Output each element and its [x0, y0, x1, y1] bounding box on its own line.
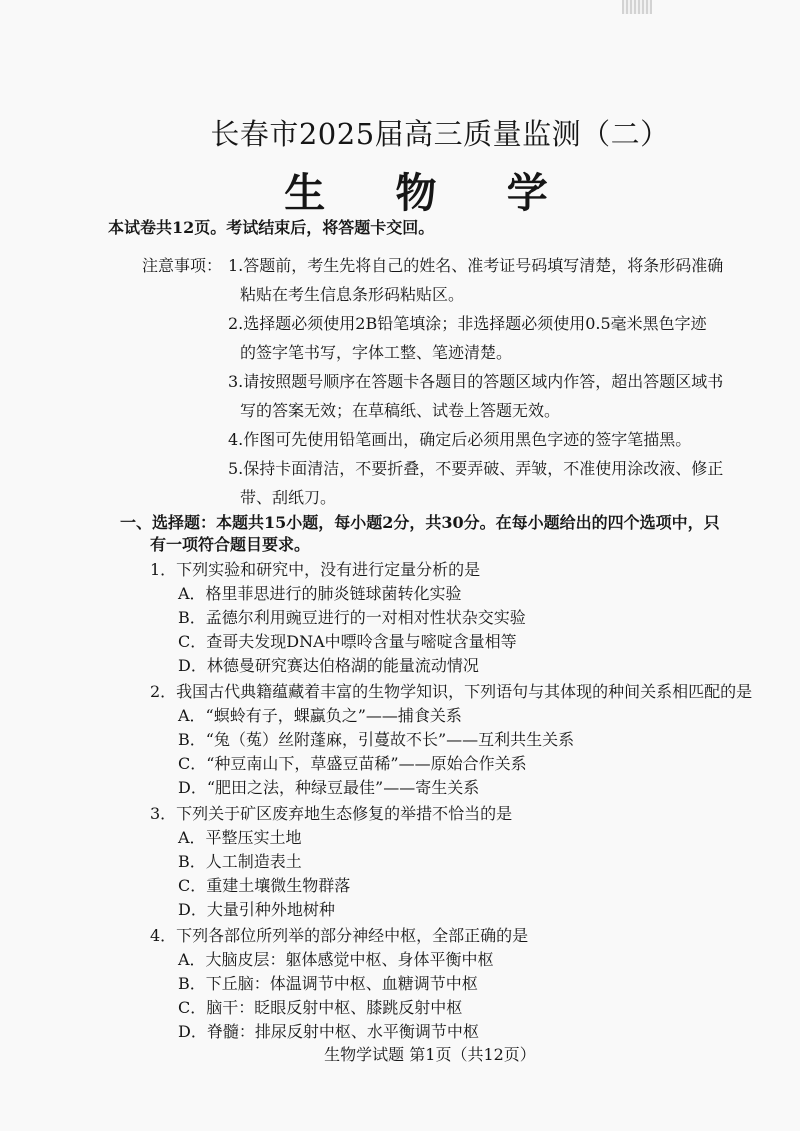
question-option: A．大脑皮层：躯体感觉中枢、身体平衡中枢: [178, 950, 494, 969]
question-option: C．“种豆南山下，草盛豆苗稀”——原始合作关系: [178, 754, 527, 773]
question-option: D．“肥田之法，种绿豆最佳”——寄生关系: [178, 778, 480, 797]
question-option: A．格里菲思进行的肺炎链球菌转化实验: [178, 584, 462, 603]
question-stem: 4．下列各部位所列举的部分神经中枢，全部正确的是: [150, 926, 529, 945]
question-option: C．重建土壤微生物群落: [178, 876, 351, 895]
question-option: B．孟德尔利用豌豆进行的一对相对性状杂交实验: [178, 608, 526, 627]
question-option: C．查哥夫发现DNA中嘌呤含量与嘧啶含量相等: [178, 632, 517, 651]
note-line: 4.作图可先使用铅笔画出，确定后必须用黑色字迹的签字笔描黑。: [228, 430, 692, 449]
question-option: A．平整压实土地: [178, 828, 302, 847]
exam-title: 长春市2025届高三质量监测（二）: [210, 117, 670, 151]
note-line: 1.答题前，考生先将自己的姓名、准考证号码填写清楚，将条形码准确: [228, 256, 724, 275]
section-heading: 一、选择题：本题共15小题，每小题2分，共30分。在每小题给出的四个选项中，只: [120, 513, 720, 532]
question-option: B．“兔（菟）丝附蓬麻，引蔓故不长”——互利共生关系: [178, 730, 575, 749]
note-line: 5.保持卡面清洁，不要折叠，不要弄破、弄皱，不准使用涂改液、修正: [228, 459, 724, 478]
question-stem: 1．下列实验和研究中，没有进行定量分析的是: [150, 560, 481, 579]
section-heading-cont: 有一项符合题目要求。: [150, 535, 311, 554]
intro-text: 本试卷共12页。考试结束后，将答题卡交回。: [108, 218, 435, 237]
question-option: B．人工制造表土: [178, 852, 302, 871]
subject-title: 生 物 学: [284, 169, 576, 217]
note-line: 粘贴在考生信息条形码粘贴区。: [240, 285, 465, 304]
question-option: D．大量引种外地树种: [178, 900, 335, 919]
question-option: A．“螟蛉有子，蜾蠃负之”——捕食关系: [178, 706, 462, 725]
note-line: 带、刮纸刀。: [240, 488, 337, 507]
notes-label: 注意事项：: [142, 256, 223, 275]
question-option: D．林德曼研究赛达伯格湖的能量流动情况: [178, 656, 479, 675]
note-line: 2.选择题必须使用2B铅笔填涂；非选择题必须使用0.5毫米黑色字迹: [228, 314, 707, 333]
question-stem: 2．我国古代典籍蕴藏着丰富的生物学知识，下列语句与其体现的种间关系相匹配的是: [150, 682, 753, 701]
question-stem: 3．下列关于矿区废弃地生态修复的举措不恰当的是: [150, 804, 513, 823]
note-line: 3.请按照题号顺序在答题卡各题目的答题区域内作答，超出答题区域书: [228, 372, 724, 391]
note-line: 写的答案无效；在草稿纸、试卷上答题无效。: [240, 401, 561, 420]
question-option: D．脊髓：排尿反射中枢、水平衡调节中枢: [178, 1022, 479, 1041]
scan-artifact: [622, 0, 652, 14]
page-footer: 生物学试题 第1页（共12页）: [324, 1045, 536, 1064]
question-option: B．下丘脑：体温调节中枢、血糖调节中枢: [178, 974, 478, 993]
question-option: C．脑干：眨眼反射中枢、膝跳反射中枢: [178, 998, 463, 1017]
note-line: 的签字笔书写，字体工整、笔迹清楚。: [240, 343, 513, 362]
